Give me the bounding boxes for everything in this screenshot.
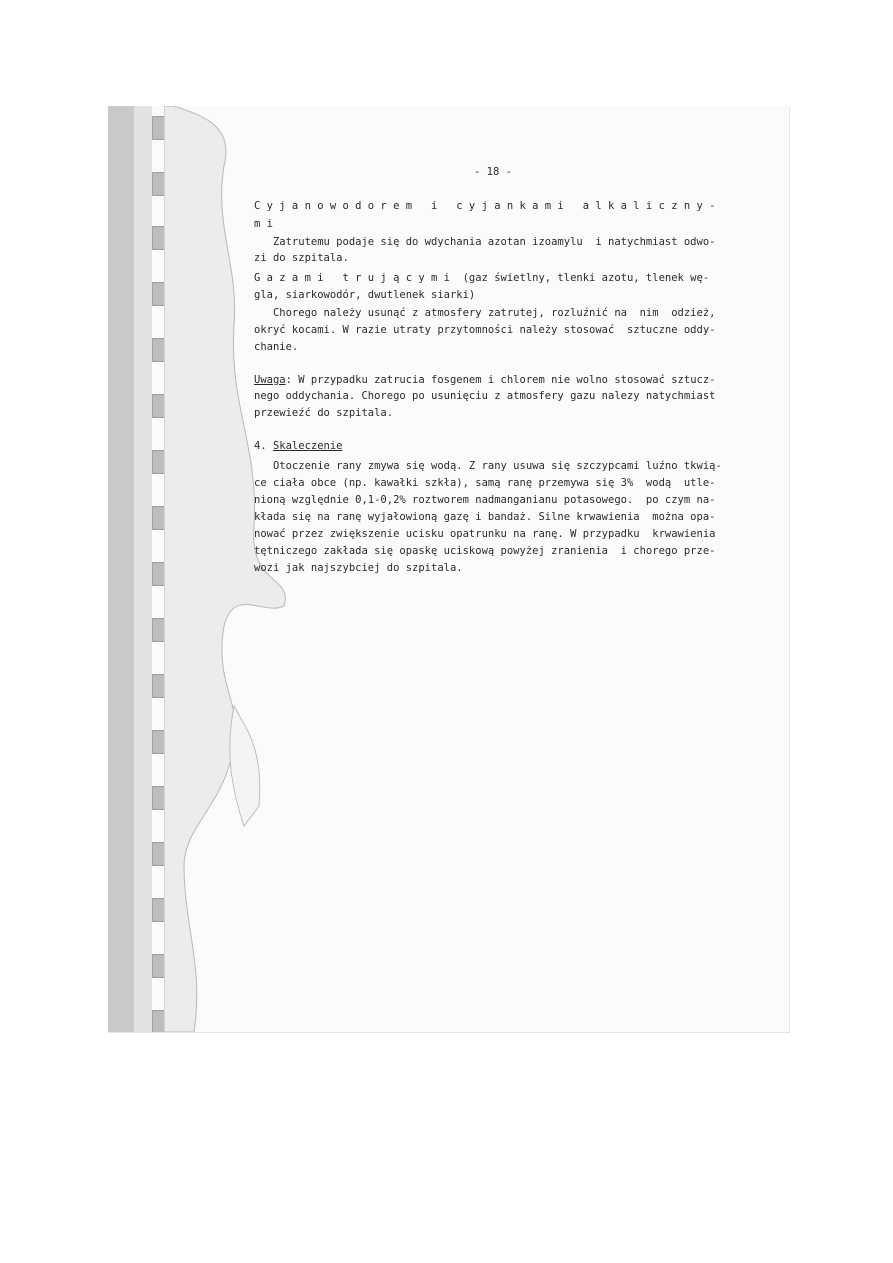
gas-heading-rest: (gaz świetlny, tlenki azotu, tlenek wę- [449,272,710,284]
cyanide-body-line: Zatrutemu podaje się do wdychania azotan izoamylu i natychmiast odwo- [254,236,716,248]
binder-strip [108,106,134,1032]
wound-number: 4. [254,440,273,452]
gas-heading-line [254,270,709,287]
cyanide-heading-cont: m i [254,218,273,230]
wound-body-line: nować przez zwiększenie ucisku opatrunku na ranę. W przypadku krwawienia [254,528,716,540]
gas-body-line: Chorego należy usunąć z atmosfery zatrutej, rozluźnić na nim odzież, [254,307,716,319]
cyanide-body-line: zi do szpitala. [254,252,349,264]
note-line [254,372,715,389]
wound-body-line: tętniczego zakłada się opaskę uciskową powyżej zranienia i chorego prze- [254,545,716,557]
note-text: : W przypadku zatrucia fosgenem i chlorem nie wolno stosować sztucz- [285,374,716,386]
gas-heading: G a z a m i t r u j ą c y m i [254,272,450,284]
wound-body-line: Otoczenie rany zmywa się wodą. Z rany usuwa się szczypcami luźno tkwią- [254,460,722,472]
gas-body-line: okryć kocami. W razie utraty przytomności należy stosować sztuczne oddy- [254,324,716,336]
document-body [254,166,744,574]
note-line: nego oddychania. Chorego po usunięciu z atmosfery gazu nalezy natychmiast [254,390,716,402]
note-label: Uwaga [254,374,286,386]
cyanide-heading: C y j a n o w o d o r e m i c y j a n k a m i a l k a l i c z n y - [254,200,716,212]
wound-heading: Skaleczenie [272,440,343,452]
wound-body-line: wozi jak najszybciej do szpitala. [254,562,463,574]
wound-body-line: nioną względnie 0,1-0,2% roztworem nadmanganianu potasowego. po czym na- [254,494,716,506]
binder-shadow [134,106,152,1032]
wound-body-line: kłada się na ranę wyjałowioną gazę i bandaż. Silne krwawienia można opa- [254,511,716,523]
wound-body-line: ce ciała obce (np. kawałki szkła), samą ranę przemywa się 3% wodą utle- [254,477,716,489]
note-line: przewieźć do szpitala. [254,407,394,419]
page-number: - 18 - [474,166,512,178]
gas-body-line: chanie. [254,341,299,353]
gas-body-line: gla, siarkowodór, dwutlenek siarki) [254,289,476,301]
wound-heading-line [254,438,343,455]
